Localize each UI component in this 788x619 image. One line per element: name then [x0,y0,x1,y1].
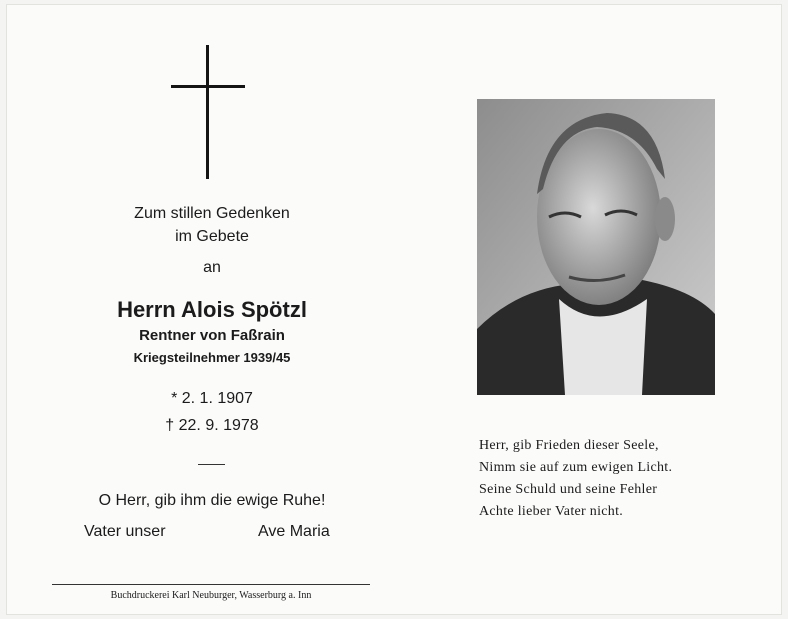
deceased-name: Herrn Alois Spötzl [117,297,307,322]
poem-line: Nimm sie auf zum ewigen Licht. [479,460,673,475]
portrait-illustration [477,99,715,395]
memorial-card [6,4,782,615]
prayer-vater-unser: Vater unser [84,523,166,540]
veteran-note: Kriegsteilnehmer 1939/45 [133,350,291,365]
intro-line-2: im Gebete [175,228,249,245]
cross-icon [171,45,245,179]
divider [198,464,225,465]
intro-line-1: Zum stillen Gedenken [134,205,290,222]
occupation: Rentner von Faßrain [139,327,285,344]
poem [479,435,672,523]
intro-line-3: an [203,259,221,276]
poem-line: Seine Schuld und seine Fehler [479,482,658,497]
portrait-photo [477,99,715,395]
death-date: † 22. 9. 1978 [165,417,259,434]
birth-date: * 2. 1. 1907 [171,390,253,407]
prayer-ave-maria: Ave Maria [258,523,330,540]
footer-rule [52,584,370,585]
poem-line: Herr, gib Frieden dieser Seele, [479,438,659,453]
poem-line: Achte lieber Vater nicht. [479,504,624,519]
printer-credit: Buchdruckerei Karl Neuburger, Wasserburg a. Inn [110,590,312,601]
prayer-line: O Herr, gib ihm die ewige Ruhe! [98,492,326,509]
